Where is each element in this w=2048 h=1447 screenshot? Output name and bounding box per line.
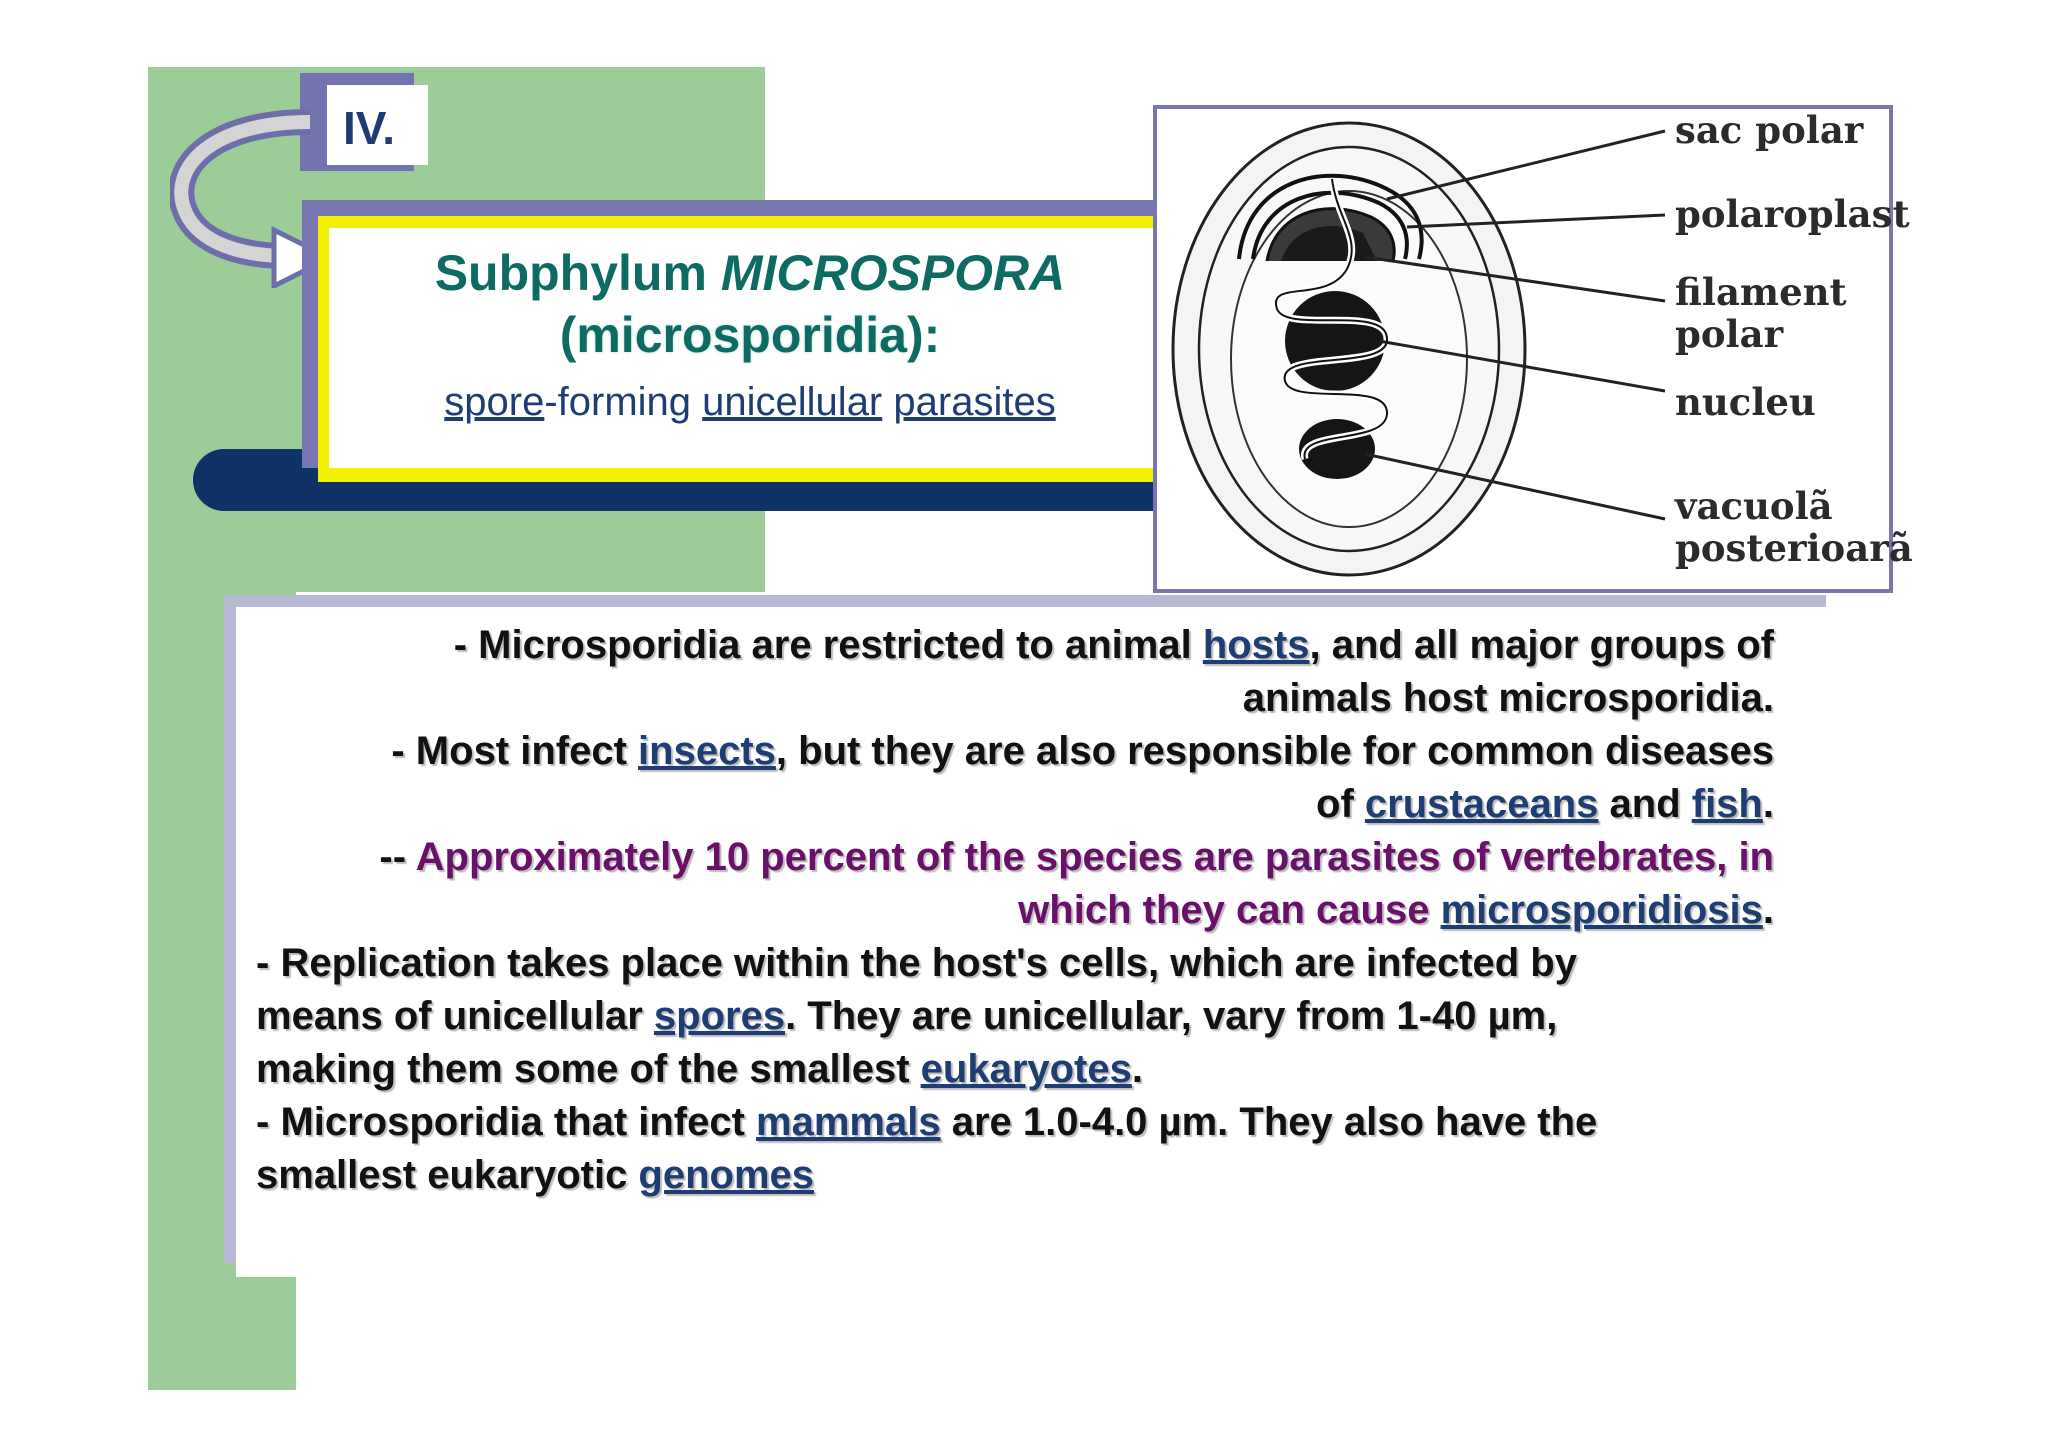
label-nucleu: nucleu — [1675, 380, 1816, 424]
p5-dash: - — [256, 1100, 281, 1144]
label-filament: filament — [1675, 270, 1847, 314]
link-fish[interactable]: fish — [1691, 782, 1763, 826]
p5-text-a: Microsporidia that infect — [280, 1100, 757, 1144]
link-insects[interactable]: insects — [638, 729, 776, 773]
p2-text-c: of — [1316, 782, 1365, 826]
link-microsporidiosis[interactable]: microsporidiosis — [1440, 888, 1763, 932]
p5-text-b: are 1.0-4.0 µm. They also have the — [940, 1100, 1598, 1144]
p3-text-b: which they can cause — [1018, 888, 1441, 932]
subtitle-space — [882, 380, 893, 424]
p3-line-1 — [379, 831, 1774, 884]
p5-line-1 — [256, 1096, 1597, 1149]
p2-text-a: - Most infect — [391, 729, 639, 773]
title-box — [329, 228, 1171, 468]
title-line-1 — [329, 242, 1171, 304]
p3-text-c: . — [1762, 888, 1774, 932]
title-open-paren: ( — [559, 307, 577, 363]
text-box-shadow-top — [224, 595, 1826, 607]
title-taxon: MICROSPORA — [720, 245, 1066, 301]
title-common-name: microsporidia — [576, 307, 907, 363]
content-text-box — [236, 607, 1826, 1277]
subtitle-link-spore[interactable]: spore — [444, 380, 545, 424]
link-eukaryotes[interactable]: eukaryotes — [920, 1047, 1132, 1091]
title-line-2 — [329, 304, 1171, 366]
label-polaroplast: polaroplast — [1675, 192, 1910, 236]
spore-diagram — [1153, 105, 1913, 593]
title-subtitle — [329, 376, 1171, 428]
label-vacuola: vacuolã — [1675, 484, 1833, 528]
p5-text-c: smallest eukaryotic — [256, 1153, 639, 1197]
p5-line-2 — [256, 1149, 814, 1202]
p4-text-a: Replication takes place within the host's cells, which are infected by — [280, 941, 1577, 985]
p1-text-b: , and all major groups of — [1309, 623, 1774, 667]
p2-line-2 — [1316, 778, 1774, 831]
p3-dash: -- — [379, 835, 416, 879]
link-crustaceans[interactable]: crustaceans — [1364, 782, 1599, 826]
label-polar: polar — [1675, 312, 1784, 356]
section-number: IV. — [343, 102, 396, 154]
p1-text-a: Microsporidia are restricted to animal — [478, 623, 1203, 667]
p4-line-3 — [256, 1043, 1143, 1096]
subtitle-link-parasites[interactable]: parasites — [893, 380, 1056, 424]
link-genomes[interactable]: genomes — [638, 1153, 815, 1197]
link-spores[interactable]: spores — [653, 994, 786, 1038]
p2-text-b: , but they are also responsible for common diseases — [775, 729, 1774, 773]
p4-text-c: . They are unicellular, vary from 1-40 µm, — [785, 994, 1558, 1038]
p4-line-1 — [256, 937, 1577, 990]
p4-dash: - — [256, 941, 281, 985]
title-prefix: Subphylum — [434, 245, 721, 301]
p1-line-2: animals host microsporidia. — [1242, 676, 1774, 720]
label-posterioara: posterioarã — [1675, 526, 1913, 570]
p1-dash: - — [453, 623, 479, 667]
p3-text-a: Approximately 10 percent of the species are parasites of vertebrates, in — [415, 835, 1774, 879]
subtitle-link-unicellular[interactable]: unicellular — [702, 380, 883, 424]
label-sac-polar: sac polar — [1675, 108, 1864, 152]
p3-line-2 — [1018, 884, 1774, 937]
subtitle-text: -forming — [544, 380, 703, 424]
p2-line-1 — [391, 725, 1774, 778]
title-close: ): — [906, 307, 941, 363]
p4-line-2 — [256, 990, 1557, 1043]
p4-text-d: making them some of the smallest — [256, 1047, 921, 1091]
link-hosts[interactable]: hosts — [1202, 623, 1310, 667]
text-box-shadow-left — [224, 595, 236, 1263]
p4-text-e: . — [1131, 1047, 1143, 1091]
p2-text-d: and — [1598, 782, 1692, 826]
p1-line-1 — [454, 619, 1774, 672]
p4-text-b: means of unicellular — [256, 994, 654, 1038]
link-mammals[interactable]: mammals — [756, 1100, 941, 1144]
p2-text-e: . — [1762, 782, 1774, 826]
